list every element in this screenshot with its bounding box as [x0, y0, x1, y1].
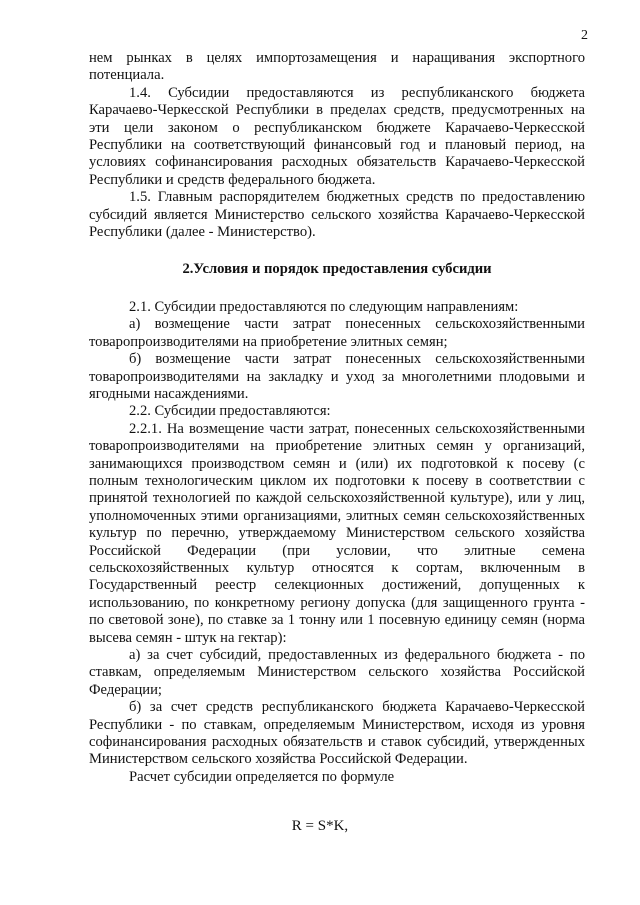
paragraph-2-1-b: б) возмещение части затрат понесенных сельскохозяйственными товаропроизводителями на закладку и уход за многолетними плодовыми и ягодными насаждениями.	[89, 351, 585, 402]
paragraph-calculation: Расчет субсидии определяется по формуле	[129, 768, 395, 785]
paragraph-continuation: нем рынках в целях импортозамещения и наращивания экспортного потенциала.	[89, 50, 585, 84]
paragraph-2-2-1: 2.2.1. На возмещение части затрат, понесенных сельскохозяйственными товаропроизводителями на приобретение элитных семян у организаций, занимающихся производством семян и (или) их подготовкой к посеву (с полным технологическим циклом их подготовки к посеву в соответствии с принятой технологией по каждой сельскохозяйственной культуре), или у лиц, уполномоченных этими организациями, элитных семян сельскохозяйственных культур по перечню, утверждаемому Министерством сельского хозяйства Российской Федерации (при условии, что элитные семена сельскохозяйственных культур относятся к сортам, включенным в Государственный реестр селекционных достижений, допущенных к использованию, по конкретному региону допуска (для защищенного грунта - по световой зоне), по ставке за 1 тонну или 1 посевную единицу семян (норма высева семян - штук на гектар):	[89, 420, 585, 646]
document-body	[89, 50, 585, 786]
formula: R = S*K,	[291, 818, 349, 834]
paragraph-2-2-1-a: а) за счет субсидий, предоставленных из федерального бюджета - по ставкам, определяемым Министерством сельского хозяйства Российской Федерации;	[89, 647, 585, 698]
section-heading-2: 2.Условия и порядок предоставления субсидии	[182, 261, 492, 278]
paragraph-2-2-1-b: б) за счет средств республиканского бюджета Карачаево-Черкесской Республики - по ставкам, определяемым Министерством, исходя из уровня софинансирования расходных обязательств и ставок субсидий, утвержденных Министерством сельского хозяйства Российской Федерации.	[89, 699, 585, 768]
paragraph-1-5: 1.5. Главным распорядителем бюджетных средств по предоставлению субсидий является Министерство сельского хозяйства Карачаево-Черкесской Республики (далее - Министерство).	[89, 189, 585, 241]
paragraph-2-1: 2.1. Субсидии предоставляются по следующим направлениям:	[129, 298, 519, 315]
paragraph-2-2: 2.2. Субсидии предоставляются:	[129, 403, 331, 420]
page-number: 2	[581, 28, 588, 43]
paragraph-1-4: 1.4. Субсидии предоставляются из республиканского бюджета Карачаево-Черкесской Республики в пределах средств, предусмотренных на эти цели законом о республиканском бюджете Карачаево-Черкесской Республики на соответствующий финансовый год и плановый период, на условиях софинансирования расходных обязательств Карачаево-Черкесской Республики и средств федерального бюджета.	[89, 84, 585, 188]
paragraph-2-1-a: а) возмещение части затрат понесенных сельскохозяйственными товаропроизводителями на приобретение элитных семян;	[89, 316, 585, 350]
